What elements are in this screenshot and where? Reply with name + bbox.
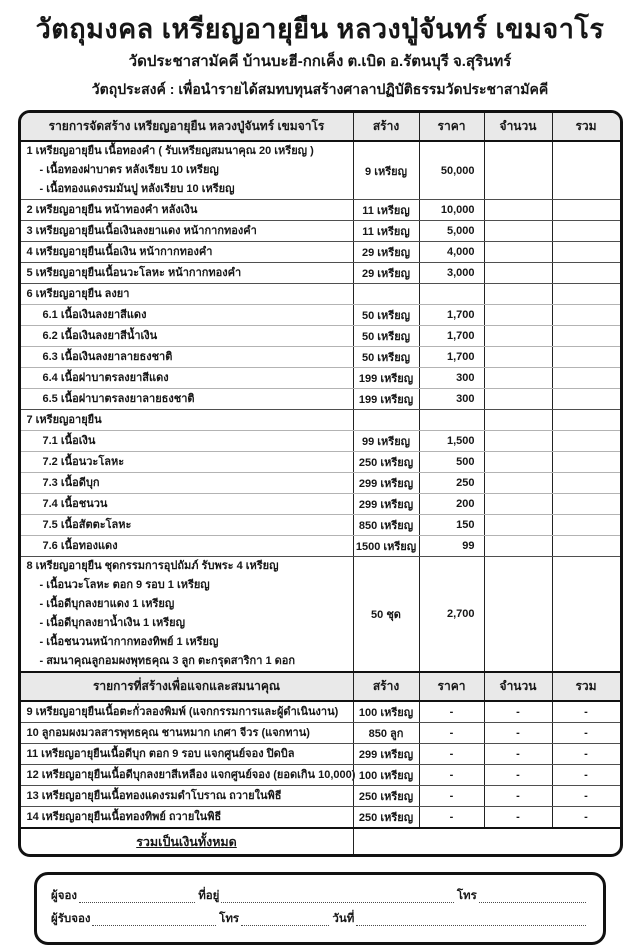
price-cell: - [419, 723, 484, 743]
made-count-cell: 29 เหรียญ [353, 263, 419, 283]
quantity-cell: - [484, 702, 552, 722]
receiver-label: ผู้รับจอง [51, 913, 91, 925]
item-description-cell [21, 557, 353, 671]
quantity-cell [484, 305, 552, 325]
item-text-line: 13 เหรียญอายุยืนเนื้อทองแดงรมดำโบราณ ถวายในพิธี [26, 790, 282, 802]
total-cell [552, 221, 620, 241]
column-header-item-giveaway: รายการที่สร้างเพื่อแจกและสมนาคุณ [92, 679, 281, 693]
item-text-line: 14 เหรียญอายุยืนเนื้อทองทิพย์ ถวายในพิธี [26, 811, 222, 823]
price-cell: 250 [419, 473, 484, 493]
receiver-field-line [92, 912, 216, 926]
item-text-line: - เนื้อนวะโลหะ ตอก 9 รอบ 1 เหรียญ [39, 579, 210, 591]
order-table [18, 110, 623, 857]
quantity-cell: - [484, 744, 552, 764]
quantity-cell [484, 284, 552, 304]
made-count-cell: 250 เหรียญ [353, 786, 419, 806]
table-row [21, 220, 620, 241]
table-row [21, 409, 620, 430]
temple-address: วัดประชาสามัคคี บ้านบะฮี-กกเค็ง ต.เบิด อ.รัตนบุรี จ.สุรินทร์ [128, 53, 512, 70]
quantity-cell [484, 515, 552, 535]
total-cell: - [552, 765, 620, 785]
price-cell: - [419, 744, 484, 764]
made-count-cell: 850 ลูก [353, 723, 419, 743]
item-description-cell [21, 786, 353, 806]
table-row [21, 262, 620, 283]
table-row [21, 764, 620, 785]
price-cell: 50,000 [419, 142, 484, 199]
item-text-line: 7.1 เนื้อเงิน [42, 435, 96, 447]
item-description-cell [21, 431, 353, 451]
price-cell: 500 [419, 452, 484, 472]
booking-info-box [34, 872, 606, 945]
purpose-line: วัตถุประสงค์ : เพื่อนำรายได้สมทบทุนสร้างศาลาปฏิบัติธรรมวัดประชาสามัคคี [91, 81, 549, 97]
item-description-cell [21, 723, 353, 743]
made-count-cell: 199 เหรียญ [353, 389, 419, 409]
page-title: วัตถุมงคล เหรียญอายุยืน หลวงปู่จันทร์ เขมจาโร [35, 14, 605, 44]
grand-total-label-cell [21, 829, 353, 854]
table-row [21, 142, 620, 199]
total-cell [552, 200, 620, 220]
grand-total-value-cell [353, 829, 620, 854]
total-cell [552, 347, 620, 367]
item-text-line: 6.3 เนื้อเงินลงยาลายธงชาติ [42, 351, 173, 363]
item-description-cell [21, 473, 353, 493]
item-description-cell [21, 807, 353, 827]
item-text-line: 6.1 เนื้อเงินลงยาสีแดง [42, 309, 147, 321]
quantity-cell [484, 200, 552, 220]
quantity-cell [484, 142, 552, 199]
item-description-cell [21, 744, 353, 764]
made-count-cell [353, 410, 419, 430]
quantity-cell [484, 242, 552, 262]
item-text-line: 6.4 เนื้อฝาบาตรลงยาสีแดง [42, 372, 169, 384]
total-cell [552, 515, 620, 535]
item-text-line: - เนื้อดีบุกลงยาแดง 1 เหรียญ [39, 598, 175, 610]
item-text-line: - เนื้อทองฝาบาตร หลังเรียบ 10 เหรียญ [39, 164, 219, 176]
item-text-line: 2 เหรียญอายุยืน หน้าทองคำ หลังเงิน [26, 204, 198, 216]
item-text-line: 7 เหรียญอายุยืน [26, 414, 102, 426]
item-description-cell [21, 221, 353, 241]
made-count-cell: 100 เหรียญ [353, 702, 419, 722]
table-row [21, 785, 620, 806]
table-row [21, 283, 620, 304]
total-cell [552, 473, 620, 493]
table-row [21, 304, 620, 325]
quantity-cell: - [484, 765, 552, 785]
column-header-made: สร้าง [353, 673, 419, 700]
item-description-cell [21, 389, 353, 409]
table-row [21, 367, 620, 388]
column-header-qty: จำนวน [484, 113, 552, 140]
price-cell: 200 [419, 494, 484, 514]
price-cell: 10,000 [419, 200, 484, 220]
made-count-cell: 11 เหรียญ [353, 221, 419, 241]
column-header-made: สร้าง [353, 113, 419, 140]
item-text-line: 9 เหรียญอายุยืนเนื้อตะกั่วลองพิมพ์ (แจกกรรมการและผู้ดำเนินงาน) [26, 706, 339, 718]
item-description-cell [21, 515, 353, 535]
booker-field-line [79, 889, 195, 903]
total-cell [552, 242, 620, 262]
quantity-cell [484, 452, 552, 472]
item-description-cell [21, 347, 353, 367]
item-description-cell [21, 284, 353, 304]
total-cell: - [552, 723, 620, 743]
column-header-item: รายการจัดสร้าง เหรียญอายุยืน หลวงปู่จันทร์ เขมจาโร [48, 119, 325, 133]
made-count-cell [353, 284, 419, 304]
made-count-cell: 50 เหรียญ [353, 347, 419, 367]
item-description-cell [21, 368, 353, 388]
item-text-line: 7.6 เนื้อทองแดง [42, 540, 118, 552]
price-cell: 300 [419, 389, 484, 409]
table-row [21, 806, 620, 827]
item-text-line: 6.5 เนื้อฝาบาตรลงยาลายธงชาติ [42, 393, 195, 405]
made-count-cell: 100 เหรียญ [353, 765, 419, 785]
quantity-cell: - [484, 807, 552, 827]
item-text-line: 7.4 เนื้อชนวน [42, 498, 108, 510]
item-text-line: 7.5 เนื้อสัตตะโลหะ [42, 519, 132, 531]
column-header-price: ราคา [419, 113, 484, 140]
price-cell: 1,700 [419, 326, 484, 346]
item-text-line: 5 เหรียญอายุยืนเนื้อนวะโลหะ หน้ากากทองคำ [26, 267, 242, 279]
quantity-cell [484, 410, 552, 430]
table-row [21, 199, 620, 220]
total-cell [552, 284, 620, 304]
date-label: วันที่ [332, 913, 355, 925]
quantity-cell [484, 368, 552, 388]
table-row [21, 325, 620, 346]
item-description-cell [21, 765, 356, 785]
quantity-cell [484, 326, 552, 346]
price-cell: 4,000 [419, 242, 484, 262]
item-text-line: 11 เหรียญอายุยืนเนื้อดีบุก ตอก 9 รอบ แจกศูนย์จอง ปิดบิล [26, 748, 295, 760]
quantity-cell [484, 473, 552, 493]
price-cell: - [419, 807, 484, 827]
quantity-cell [484, 221, 552, 241]
table1-header-row [21, 113, 620, 142]
total-cell [552, 431, 620, 451]
item-description-cell [21, 494, 353, 514]
item-text-line: 1 เหรียญอายุยืน เนื้อทองคำ ( รับเหรียญสมนาคุณ 20 เหรียญ ) [26, 145, 314, 157]
grand-total-label: รวมเป็นเงินทั้งหมด [136, 834, 237, 849]
table-row [21, 241, 620, 262]
item-description-cell [21, 452, 353, 472]
made-count-cell: 50 เหรียญ [353, 326, 419, 346]
item-text-line: 3 เหรียญอายุยืนเนื้อเงินลงยาแดง หน้ากากทองคำ [26, 225, 257, 237]
table2-body [21, 702, 620, 827]
price-cell [419, 284, 484, 304]
item-text-line: 7.2 เนื้อนวะโลหะ [42, 456, 125, 468]
total-cell [552, 326, 620, 346]
made-count-cell: 199 เหรียญ [353, 368, 419, 388]
booker-label: ผู้จอง [51, 890, 77, 902]
total-cell: - [552, 807, 620, 827]
price-cell: 3,000 [419, 263, 484, 283]
column-header-total: รวม [552, 673, 620, 700]
price-cell: 1,700 [419, 347, 484, 367]
made-count-cell: 250 เหรียญ [353, 452, 419, 472]
table-row [21, 743, 620, 764]
column-header-price: ราคา [419, 673, 484, 700]
quantity-cell [484, 263, 552, 283]
quantity-cell [484, 557, 552, 671]
made-count-cell: 250 เหรียญ [353, 807, 419, 827]
quantity-cell [484, 389, 552, 409]
table-row [21, 388, 620, 409]
made-count-cell: 29 เหรียญ [353, 242, 419, 262]
table-row [21, 556, 620, 671]
column-header-total: รวม [552, 113, 620, 140]
made-count-cell: 1500 เหรียญ [353, 536, 419, 556]
total-cell [552, 452, 620, 472]
total-cell [552, 494, 620, 514]
item-description-cell [21, 305, 353, 325]
made-count-cell: 299 เหรียญ [353, 744, 419, 764]
item-text-line: - เนื้อดีบุกลงยาน้ำเงิน 1 เหรียญ [39, 617, 185, 629]
quantity-cell: - [484, 786, 552, 806]
item-text-line: 8 เหรียญอายุยืน ชุดกรรมการอุปถัมภ์ รับพระ 4 เหรียญ [26, 560, 279, 572]
item-description-cell [21, 263, 353, 283]
price-cell: - [419, 765, 484, 785]
item-description-cell [21, 536, 353, 556]
table-row [21, 535, 620, 556]
total-cell [552, 536, 620, 556]
total-cell [552, 263, 620, 283]
price-cell: 1,700 [419, 305, 484, 325]
table1-body [21, 142, 620, 671]
item-text-line: 6 เหรียญอายุยืน ลงยา [26, 288, 130, 300]
item-description-cell [21, 326, 353, 346]
item-text-line: 12 เหรียญอายุยืนเนื้อดีบุกลงยาสีเหลือง แจกศูนย์จอง (ยอดเกิน 10,000) [26, 769, 356, 781]
price-cell: 150 [419, 515, 484, 535]
price-cell: 300 [419, 368, 484, 388]
phone2-field-line [241, 912, 329, 926]
phone2-label: โทร [219, 913, 240, 925]
address-label: ที่อยู่ [198, 890, 220, 902]
item-text-line: 10 ลูกอมผงมวลสารพุทธคุณ ชานหมาก เกศา จีวร (แจกทาน) [26, 727, 310, 739]
address-field-line [221, 889, 453, 903]
phone-field-line [479, 889, 586, 903]
item-text-line: - เนื้อทองแดงรมมันปู หลังเรียบ 10 เหรียญ [39, 183, 235, 195]
made-count-cell: 50 เหรียญ [353, 305, 419, 325]
total-cell [552, 142, 620, 199]
item-description-cell [21, 142, 353, 199]
item-text-line: 4 เหรียญอายุยืนเนื้อเงิน หน้ากากทองคำ [26, 246, 213, 258]
total-cell: - [552, 744, 620, 764]
table-row [21, 346, 620, 367]
quantity-cell: - [484, 723, 552, 743]
made-count-cell: 9 เหรียญ [353, 142, 419, 199]
made-count-cell: 299 เหรียญ [353, 494, 419, 514]
table-row [21, 493, 620, 514]
table-row [21, 430, 620, 451]
table-row [21, 514, 620, 535]
item-description-cell [21, 242, 353, 262]
made-count-cell: 299 เหรียญ [353, 473, 419, 493]
quantity-cell [484, 431, 552, 451]
item-text-line: - สมนาคุณลูกอมผงพุทธคุณ 3 ลูก ตะกรุดสาริกา 1 ดอก [39, 655, 296, 667]
made-count-cell: 99 เหรียญ [353, 431, 419, 451]
table-row [21, 472, 620, 493]
item-description-cell [21, 702, 353, 722]
made-count-cell: 50 ชุด [353, 557, 419, 671]
price-cell: 2,700 [419, 557, 484, 671]
made-count-cell: 850 เหรียญ [353, 515, 419, 535]
price-cell [419, 410, 484, 430]
column-header-qty: จำนวน [484, 673, 552, 700]
table-row [21, 702, 620, 722]
item-text-line: - เนื้อชนวนหน้ากากทองทิพย์ 1 เหรียญ [39, 636, 219, 648]
total-cell [552, 389, 620, 409]
item-text-line: 6.2 เนื้อเงินลงยาสีน้ำเงิน [42, 330, 158, 342]
total-cell [552, 305, 620, 325]
item-description-cell [21, 200, 353, 220]
quantity-cell [484, 347, 552, 367]
quantity-cell [484, 536, 552, 556]
booking-line-2 [51, 909, 589, 929]
item-text-line: 7.3 เนื้อดีบุก [42, 477, 100, 489]
price-cell: 5,000 [419, 221, 484, 241]
price-cell: 1,500 [419, 431, 484, 451]
total-cell [552, 368, 620, 388]
booking-line-1 [51, 886, 589, 906]
table-row [21, 451, 620, 472]
price-cell: - [419, 702, 484, 722]
total-cell: - [552, 702, 620, 722]
quantity-cell [484, 494, 552, 514]
phone-label: โทร [456, 890, 477, 902]
item-description-cell [21, 410, 353, 430]
total-cell [552, 410, 620, 430]
table-row [21, 722, 620, 743]
table2-header-row [21, 671, 620, 702]
date-field-line [356, 912, 586, 926]
grand-total-row [21, 827, 620, 854]
total-cell [552, 557, 620, 671]
price-cell: 99 [419, 536, 484, 556]
price-cell: - [419, 786, 484, 806]
made-count-cell: 11 เหรียญ [353, 200, 419, 220]
total-cell: - [552, 786, 620, 806]
